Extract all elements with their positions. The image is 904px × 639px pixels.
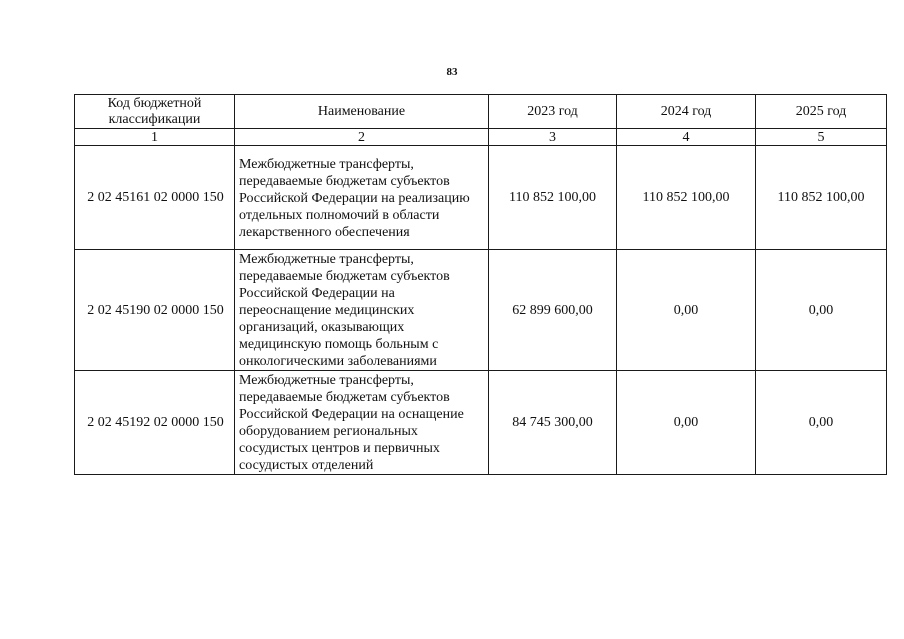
- amount-2024: 110 852 100,00: [617, 146, 756, 250]
- budget-table: [74, 94, 887, 475]
- column-number: 1: [75, 129, 235, 146]
- transfer-name: Межбюджетные трансферты, передаваемые бюджетам субъектов Российской Федерации на реализацию отдельных полномочий в области лекарственного обеспечения: [235, 146, 489, 250]
- budget-code: 2 02 45192 02 0000 150: [75, 371, 235, 475]
- transfer-name: Межбюджетные трансферты, передаваемые бюджетам субъектов Российской Федерации на оснащение оборудованием региональных сосудистых центров и первичных сосудистых отделений: [235, 371, 489, 475]
- column-number: 3: [489, 129, 617, 146]
- header-2024: 2024 год: [617, 95, 756, 129]
- table-row: [75, 146, 887, 250]
- amount-2025: 0,00: [756, 371, 887, 475]
- column-number: 4: [617, 129, 756, 146]
- amount-2025: 0,00: [756, 250, 887, 371]
- amount-2024: 0,00: [617, 250, 756, 371]
- header-2023: 2023 год: [489, 95, 617, 129]
- column-number-row: [75, 129, 887, 146]
- amount-2023: 110 852 100,00: [489, 146, 617, 250]
- budget-code: 2 02 45190 02 0000 150: [75, 250, 235, 371]
- column-number: 5: [756, 129, 887, 146]
- table-header-row: [75, 95, 887, 129]
- header-code: Код бюджетной классификации: [75, 95, 235, 129]
- table-row: [75, 250, 887, 371]
- amount-2024: 0,00: [617, 371, 756, 475]
- header-name: Наименование: [235, 95, 489, 129]
- amount-2023: 84 745 300,00: [489, 371, 617, 475]
- budget-code: 2 02 45161 02 0000 150: [75, 146, 235, 250]
- header-2025: 2025 год: [756, 95, 887, 129]
- amount-2023: 62 899 600,00: [489, 250, 617, 371]
- amount-2025: 110 852 100,00: [756, 146, 887, 250]
- table-row: [75, 371, 887, 475]
- transfer-name: Межбюджетные трансферты, передаваемые бюджетам субъектов Российской Федерации на переоснащение медицинских организаций, оказывающих медицинскую помощь больным с онкологическими заболеваниями: [235, 250, 489, 371]
- column-number: 2: [235, 129, 489, 146]
- page-number: 83: [446, 66, 458, 78]
